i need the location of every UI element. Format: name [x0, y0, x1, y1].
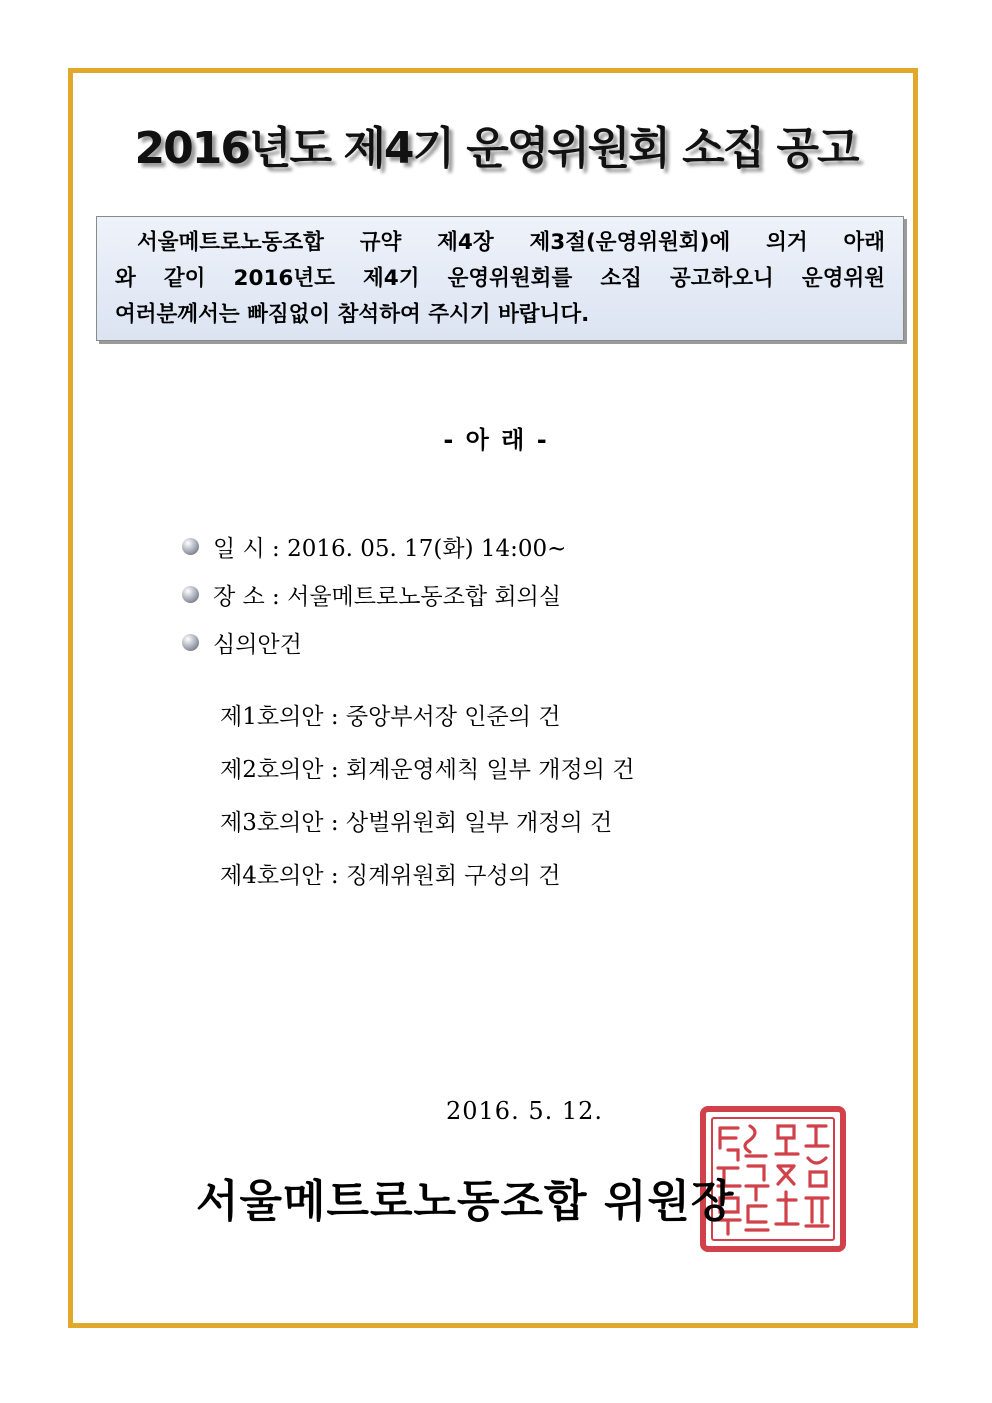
item-datetime: 일 시 : 2016. 05. 17(화) 14:00~ — [213, 535, 567, 562]
agenda-item-3: 제3호의안 : 상벌위원회 일부 개정의 건 — [220, 810, 613, 836]
section-heading-below: - 아 래 - — [443, 426, 549, 454]
notice-line-2: 와 같이 2016년도 제4기 운영위원회를 소집 공고하오니 운영위원 — [115, 266, 885, 291]
notice-summary-box — [96, 216, 904, 341]
list-item — [182, 522, 566, 570]
item-agenda-heading: 심의안건 — [213, 631, 302, 658]
item-location: 장 소 : 서울메트로노동조합 회의실 — [213, 583, 562, 610]
agenda-item-2: 제2호의안 : 회계운영세칙 일부 개정의 건 — [220, 757, 635, 783]
notice-summary-text — [115, 225, 885, 333]
bullet-icon — [182, 586, 199, 603]
bullet-icon — [182, 634, 199, 651]
agenda-item-1: 제1호의안 : 중앙부서장 인준의 건 — [220, 704, 561, 730]
agenda-item-4: 제4호의안 : 징계위원회 구성의 건 — [220, 863, 561, 889]
notice-line-3: 여러분께서는 빠짐없이 참석하여 주시기 바랍니다. — [115, 302, 590, 327]
notice-title: 2016년도 제4기 운영위원회 소집 공고 — [134, 123, 858, 174]
notice-line-1: 서울메트로노동조합 규약 제4장 제3절(운영위원회)에 의거 아래 — [137, 230, 885, 255]
agenda-list — [220, 688, 634, 900]
issue-date: 2016. 5. 12. — [446, 1097, 604, 1125]
bullet-icon — [182, 538, 199, 555]
list-item — [182, 570, 566, 618]
list-item — [182, 618, 566, 666]
details-list — [182, 522, 566, 666]
issuer-signature: 서울메트로노동조합 위원장 — [196, 1176, 735, 1227]
